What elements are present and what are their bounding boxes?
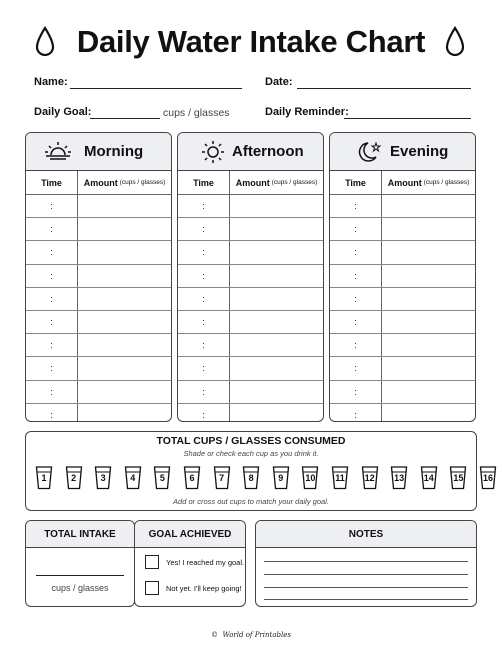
goal-not-yet-label: Not yet. I'll keep going!: [166, 583, 242, 593]
time-cell[interactable]: :: [26, 311, 78, 333]
table-row: [26, 381, 171, 404]
table-row: [26, 311, 171, 334]
time-cell[interactable]: :: [178, 381, 230, 403]
time-cell[interactable]: :: [330, 311, 382, 333]
amount-cell[interactable]: [382, 241, 475, 263]
title-row: [0, 22, 502, 66]
time-cell[interactable]: :: [178, 334, 230, 356]
time-cell[interactable]: :: [26, 381, 78, 403]
panel-header: [178, 133, 323, 171]
afternoon-panel: [177, 132, 324, 422]
afternoon-rows: [178, 195, 323, 422]
table-row: [330, 334, 475, 357]
total-intake-title: TOTAL INTAKE: [26, 521, 134, 548]
amount-header: Amount (cups / glasses): [387, 177, 470, 188]
cup-number: 3: [100, 473, 106, 483]
cup-checkbox[interactable]: [331, 465, 349, 490]
cups-subtitle: Shade or check each cup as you drink it.: [183, 449, 319, 458]
goal-yes-option[interactable]: [145, 555, 244, 569]
table-row: [178, 311, 323, 334]
copyright-icon: ©: [211, 631, 223, 639]
time-cell[interactable]: :: [26, 288, 78, 310]
amount-cell[interactable]: [382, 357, 475, 379]
time-header: Time: [26, 171, 78, 194]
sunrise-icon: [44, 140, 72, 162]
notes-line[interactable]: [264, 561, 468, 562]
morning-panel: [25, 132, 172, 422]
time-cell[interactable]: :: [26, 404, 78, 422]
amount-cell[interactable]: [230, 357, 323, 379]
cup-checkbox[interactable]: [213, 465, 231, 490]
date-label: Date:: [265, 76, 293, 88]
time-cell[interactable]: :: [330, 288, 382, 310]
amount-cell[interactable]: [78, 288, 171, 310]
goal-not-yet-checkbox[interactable]: [145, 581, 159, 595]
morning-rows: [26, 195, 171, 422]
daily-reminder-label: Daily Reminder:: [265, 106, 349, 118]
water-drop-icon: [34, 26, 56, 58]
cup-number: 6: [189, 473, 195, 483]
table-row: [330, 357, 475, 380]
cup-number: 8: [248, 473, 254, 483]
time-cell[interactable]: :: [26, 334, 78, 356]
cup-checkbox[interactable]: [272, 465, 290, 490]
panel-title-evening: Evening: [390, 143, 449, 160]
brand-logo-text: World of Printables: [222, 631, 291, 639]
column-header: [26, 171, 171, 195]
time-cell[interactable]: :: [330, 195, 382, 217]
table-row: [178, 241, 323, 264]
amount-cell[interactable]: [78, 334, 171, 356]
amount-cell[interactable]: [78, 265, 171, 287]
cup-checkbox[interactable]: [420, 465, 438, 490]
table-row: [330, 311, 475, 334]
cup-checkbox[interactable]: [94, 465, 112, 490]
amount-cell[interactable]: [78, 195, 171, 217]
amount-cell[interactable]: [78, 218, 171, 240]
time-cell[interactable]: :: [26, 241, 78, 263]
amount-cell[interactable]: [382, 381, 475, 403]
name-field[interactable]: [70, 88, 242, 89]
notes-box: [255, 520, 477, 607]
cup-checkbox[interactable]: [35, 465, 53, 490]
amount-cell[interactable]: [230, 241, 323, 263]
cups-tracker: [25, 431, 493, 511]
daily-reminder-field[interactable]: [344, 118, 471, 119]
cup-number: 9: [278, 473, 284, 483]
amount-cell[interactable]: [382, 311, 475, 333]
panel-title-morning: Morning: [84, 143, 144, 160]
amount-cell[interactable]: [382, 288, 475, 310]
time-cell[interactable]: :: [330, 357, 382, 379]
table-row: [26, 334, 171, 357]
time-cell[interactable]: :: [330, 381, 382, 403]
cup-checkbox[interactable]: [183, 465, 201, 490]
time-header: Time: [330, 171, 382, 194]
panel-header: [26, 133, 171, 171]
goal-yes-label: Yes! I reached my goal.: [166, 557, 245, 567]
table-row: [26, 241, 171, 264]
cup-checkbox[interactable]: [153, 465, 171, 490]
moon-star-icon: [356, 140, 382, 164]
time-cell[interactable]: :: [330, 265, 382, 287]
cup-number: 10: [305, 473, 316, 483]
amount-cell[interactable]: [382, 218, 475, 240]
time-cell[interactable]: :: [26, 357, 78, 379]
cup-checkbox[interactable]: [390, 465, 408, 490]
time-cell[interactable]: :: [330, 404, 382, 422]
total-intake-field[interactable]: [36, 575, 124, 576]
time-cell[interactable]: :: [178, 357, 230, 379]
cups-footer: Add or cross out cups to match your daily goal.: [173, 497, 329, 506]
cups-title: TOTAL CUPS / GLASSES CONSUMED: [156, 435, 346, 447]
table-row: [330, 195, 475, 218]
time-cell[interactable]: :: [178, 311, 230, 333]
amount-header: Amount (cups / glasses): [235, 177, 318, 188]
cup-checkbox[interactable]: [301, 465, 319, 490]
sun-icon: [200, 140, 226, 164]
notes-line[interactable]: [264, 574, 468, 575]
table-row: [26, 404, 171, 422]
time-cell[interactable]: :: [330, 241, 382, 263]
time-cell[interactable]: :: [178, 404, 230, 422]
amount-cell[interactable]: [78, 241, 171, 263]
amount-header: Amount (cups / glasses): [83, 177, 166, 188]
amount-cell[interactable]: [78, 381, 171, 403]
cup-number: 15: [453, 473, 464, 483]
table-row: [178, 288, 323, 311]
time-cell[interactable]: :: [178, 265, 230, 287]
water-drop-icon: [444, 26, 466, 58]
amount-cell[interactable]: [230, 195, 323, 217]
cup-checkbox[interactable]: [242, 465, 260, 490]
table-row: [26, 195, 171, 218]
time-header: Time: [178, 171, 230, 194]
time-cell[interactable]: :: [330, 218, 382, 240]
goal-yes-checkbox[interactable]: [145, 555, 159, 569]
amount-cell[interactable]: [78, 404, 171, 422]
amount-cell[interactable]: [78, 357, 171, 379]
column-header: [330, 171, 475, 195]
time-cell[interactable]: :: [178, 195, 230, 217]
time-cell[interactable]: :: [178, 218, 230, 240]
cup-checkbox[interactable]: [65, 465, 83, 490]
cup-number: 12: [364, 473, 375, 483]
column-header: [178, 171, 323, 195]
amount-cell[interactable]: [230, 311, 323, 333]
total-intake-unit: cups / glasses: [51, 583, 109, 593]
amount-cell[interactable]: [382, 404, 475, 422]
goal-achieved-title: GOAL ACHIEVED: [135, 521, 245, 548]
cup-number: 11: [335, 473, 345, 483]
table-row: [330, 404, 475, 422]
cup-checkbox[interactable]: [449, 465, 467, 490]
table-row: [26, 288, 171, 311]
date-field[interactable]: [297, 88, 471, 89]
page-title: Daily Water Intake Chart: [76, 24, 426, 59]
table-row: [178, 334, 323, 357]
time-cell[interactable]: :: [178, 241, 230, 263]
cup-number: 13: [394, 473, 405, 483]
cup-number: 5: [159, 473, 165, 483]
notes-line[interactable]: [264, 587, 468, 588]
evening-panel: [329, 132, 476, 422]
cup-checkbox[interactable]: [124, 465, 142, 490]
amount-cell[interactable]: [78, 311, 171, 333]
table-row: [178, 195, 323, 218]
cup-number: 14: [423, 473, 434, 483]
time-cell[interactable]: :: [330, 334, 382, 356]
cup-number: 16: [482, 473, 493, 483]
name-label: Name:: [34, 76, 68, 88]
amount-cell[interactable]: [230, 381, 323, 403]
table-row: [330, 288, 475, 311]
daily-goal-field[interactable]: [90, 118, 160, 119]
total-intake-box: [25, 520, 135, 607]
cup-checkbox[interactable]: [479, 465, 497, 490]
evening-rows: [330, 195, 475, 422]
table-row: [178, 265, 323, 288]
time-cell[interactable]: :: [26, 265, 78, 287]
table-row: [330, 241, 475, 264]
goal-not-yet-option[interactable]: [145, 581, 242, 595]
cup-checkbox[interactable]: [361, 465, 379, 490]
amount-cell[interactable]: [230, 334, 323, 356]
time-cell[interactable]: :: [178, 288, 230, 310]
cup-number: 2: [71, 473, 77, 483]
amount-cell[interactable]: [382, 265, 475, 287]
table-row: [330, 381, 475, 404]
amount-cell[interactable]: [230, 218, 323, 240]
table-row: [26, 218, 171, 241]
amount-cell[interactable]: [382, 334, 475, 356]
notes-title: NOTES: [256, 521, 476, 548]
amount-cell[interactable]: [382, 195, 475, 217]
daily-goal-unit: cups / glasses: [163, 107, 230, 119]
amount-cell[interactable]: [230, 404, 323, 422]
table-row: [178, 381, 323, 404]
panel-header: [330, 133, 475, 171]
amount-cell[interactable]: [230, 265, 323, 287]
time-cell[interactable]: :: [26, 195, 78, 217]
table-row: [178, 404, 323, 422]
table-row: [330, 265, 475, 288]
cup-number: 1: [41, 473, 47, 483]
goal-achieved-box: [134, 520, 246, 607]
table-row: [330, 218, 475, 241]
table-row: [178, 218, 323, 241]
table-row: [26, 357, 171, 380]
panel-title-afternoon: Afternoon: [232, 143, 304, 160]
daily-goal-label: Daily Goal:: [34, 106, 92, 118]
table-row: [26, 265, 171, 288]
notes-line[interactable]: [264, 599, 468, 600]
cup-number: 4: [130, 473, 136, 483]
amount-cell[interactable]: [230, 288, 323, 310]
cup-number: 7: [219, 473, 225, 483]
table-row: [178, 357, 323, 380]
time-cell[interactable]: :: [26, 218, 78, 240]
footer-brand: [0, 631, 502, 639]
